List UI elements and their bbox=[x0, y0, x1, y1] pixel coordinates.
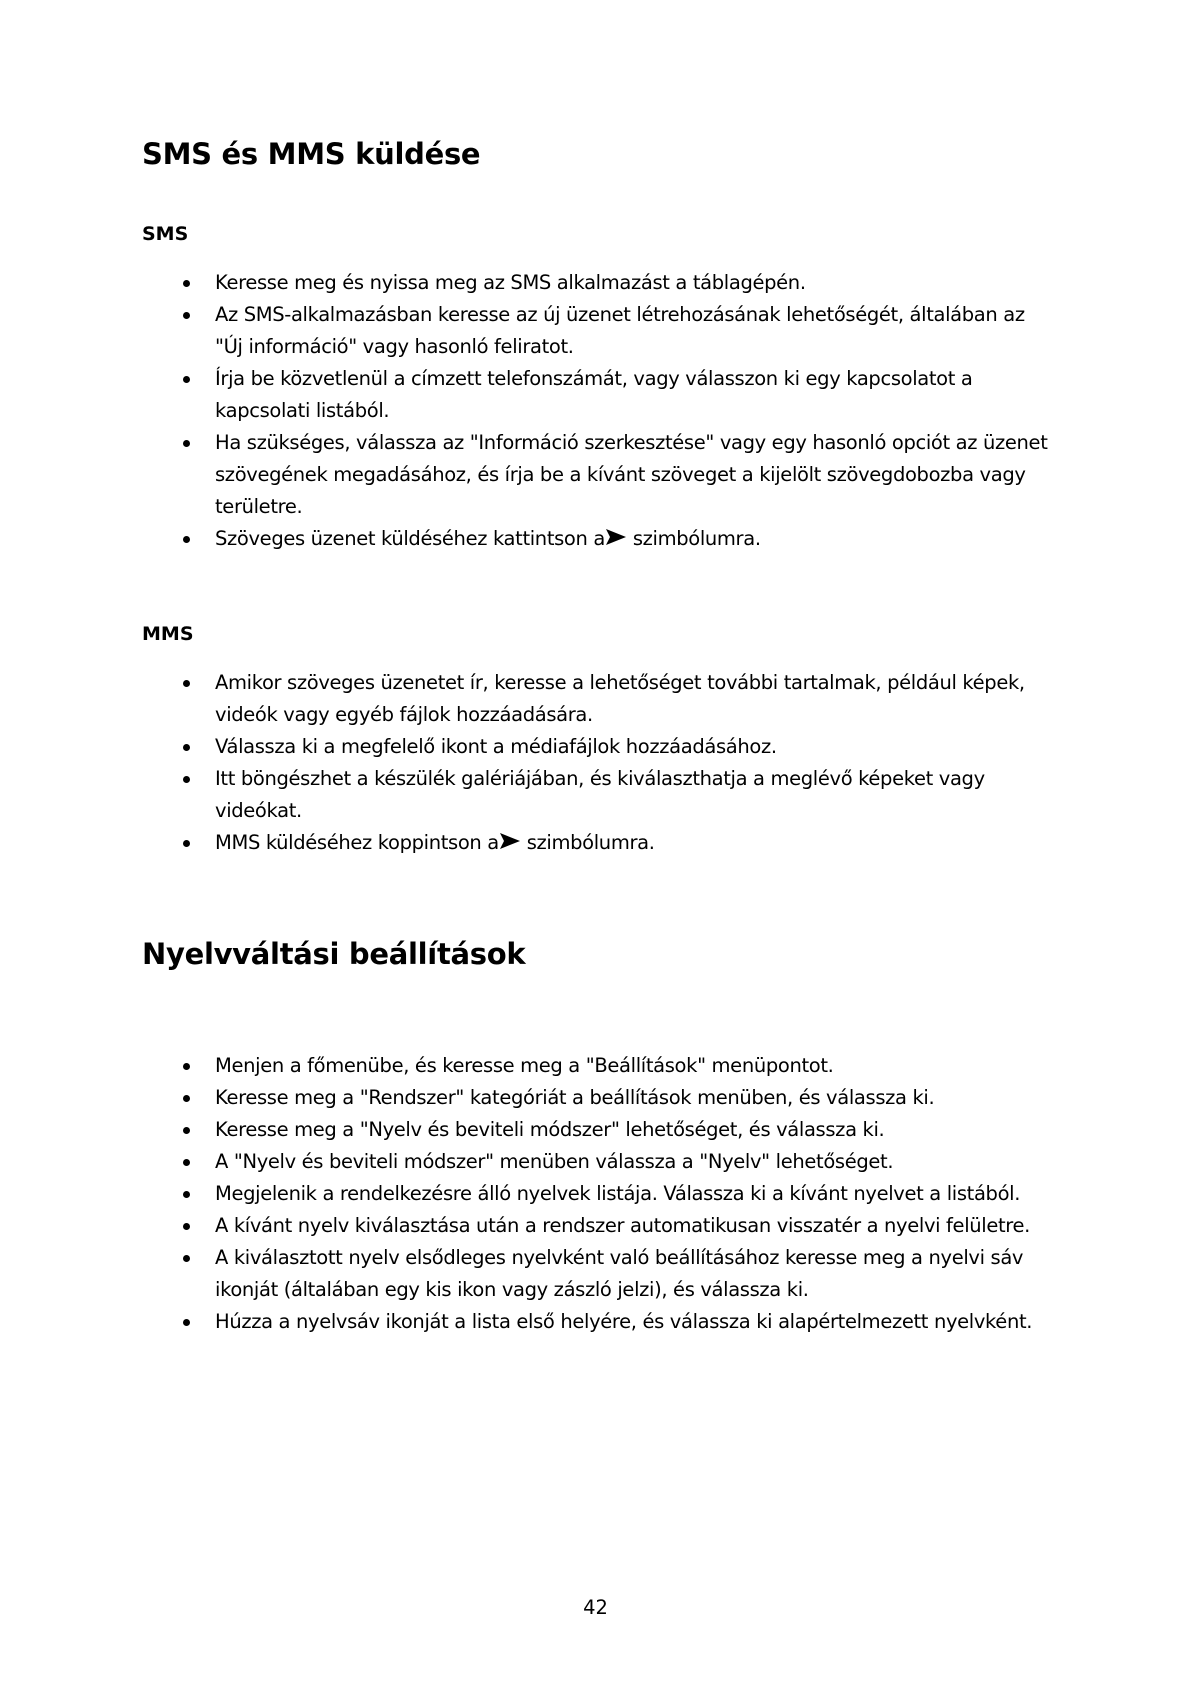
list-item: A "Nyelv és beviteli módszer" menüben válassza a "Nyelv" lehetőséget. bbox=[0, 1146, 1191, 1178]
bullet-icon bbox=[183, 776, 190, 783]
mms-steps-list bbox=[0, 667, 1191, 859]
list-item: Válassza ki a megfelelő ikont a médiafájlok hozzáadásához. bbox=[0, 731, 1191, 763]
list-item: MMS küldéséhez koppintson a szimbólumra. bbox=[0, 827, 1191, 859]
bullet-icon bbox=[183, 680, 190, 687]
page-number: 42 bbox=[583, 1596, 608, 1619]
list-item: Amikor szöveges üzenetet ír, keresse a lehetőséget további tartalmak, például képek, videók vagy egyéb fájlok hozzáadására. bbox=[0, 667, 1191, 731]
subheading-mms: MMS bbox=[142, 623, 194, 645]
list-item: Keresse meg a "Rendszer" kategóriát a beállítások menüben, és válassza ki. bbox=[0, 1082, 1191, 1114]
list-item: Itt böngészhet a készülék galériájában, és kiválaszthatja a meglévő képeket vagy videókat. bbox=[0, 763, 1191, 827]
list-item: Keresse meg és nyissa meg az SMS alkalmazást a táblagépén. bbox=[0, 267, 1191, 299]
send-arrow-icon bbox=[499, 832, 521, 850]
list-item: Az SMS-alkalmazásban keresse az új üzenet létrehozásának lehetőségét, általában az "Új információ" vagy hasonló feliratot. bbox=[0, 299, 1191, 363]
bullet-icon bbox=[183, 1319, 190, 1326]
list-item: Menjen a főmenübe, és keresse meg a "Beállítások" menüpontot. bbox=[0, 1050, 1191, 1082]
bullet-icon bbox=[183, 1095, 190, 1102]
bullet-icon bbox=[183, 440, 190, 447]
list-item: A kiválasztott nyelv elsődleges nyelvként való beállításához keresse meg a nyelvi sáv ikonját (általában egy kis ikon vagy zászló jelzi), és válassza ki. bbox=[0, 1242, 1191, 1306]
bullet-icon bbox=[183, 744, 190, 751]
sms-steps-list bbox=[0, 267, 1191, 555]
bullet-icon bbox=[183, 1159, 190, 1166]
language-steps-list bbox=[0, 1050, 1191, 1338]
bullet-icon bbox=[183, 1127, 190, 1134]
bullet-icon bbox=[183, 1063, 190, 1070]
bullet-icon bbox=[183, 840, 190, 847]
list-item: Ha szükséges, válassza az "Információ szerkesztése" vagy egy hasonló opciót az üzenet szövegének megadásához, és írja be a kívánt szöveget a kijelölt szövegdobozba vagy területre. bbox=[0, 427, 1191, 523]
bullet-icon bbox=[183, 312, 190, 319]
bullet-icon bbox=[183, 1223, 190, 1230]
send-arrow-icon bbox=[605, 528, 627, 546]
bullet-icon bbox=[183, 536, 190, 543]
section-title-language: Nyelvváltási beállítások bbox=[142, 937, 526, 971]
list-item: A kívánt nyelv kiválasztása után a rendszer automatikusan visszatér a nyelvi felületre. bbox=[0, 1210, 1191, 1242]
bullet-icon bbox=[183, 280, 190, 287]
list-item: Megjelenik a rendelkezésre álló nyelvek listája. Válassza ki a kívánt nyelvet a listából. bbox=[0, 1178, 1191, 1210]
list-item: Írja be közvetlenül a címzett telefonszámát, vagy válasszon ki egy kapcsolatot a kapcsolati listából. bbox=[0, 363, 1191, 427]
list-item: Szöveges üzenet küldéséhez kattintson a szimbólumra. bbox=[0, 523, 1191, 555]
bullet-icon bbox=[183, 376, 190, 383]
bullet-icon bbox=[183, 1191, 190, 1198]
subheading-sms: SMS bbox=[142, 223, 189, 245]
list-item: Húzza a nyelvsáv ikonját a lista első helyére, és válassza ki alapértelmezett nyelvként. bbox=[0, 1306, 1191, 1338]
list-item: Keresse meg a "Nyelv és beviteli módszer" lehetőséget, és válassza ki. bbox=[0, 1114, 1191, 1146]
bullet-icon bbox=[183, 1255, 190, 1262]
section-title-sms-mms: SMS és MMS küldése bbox=[142, 137, 481, 171]
